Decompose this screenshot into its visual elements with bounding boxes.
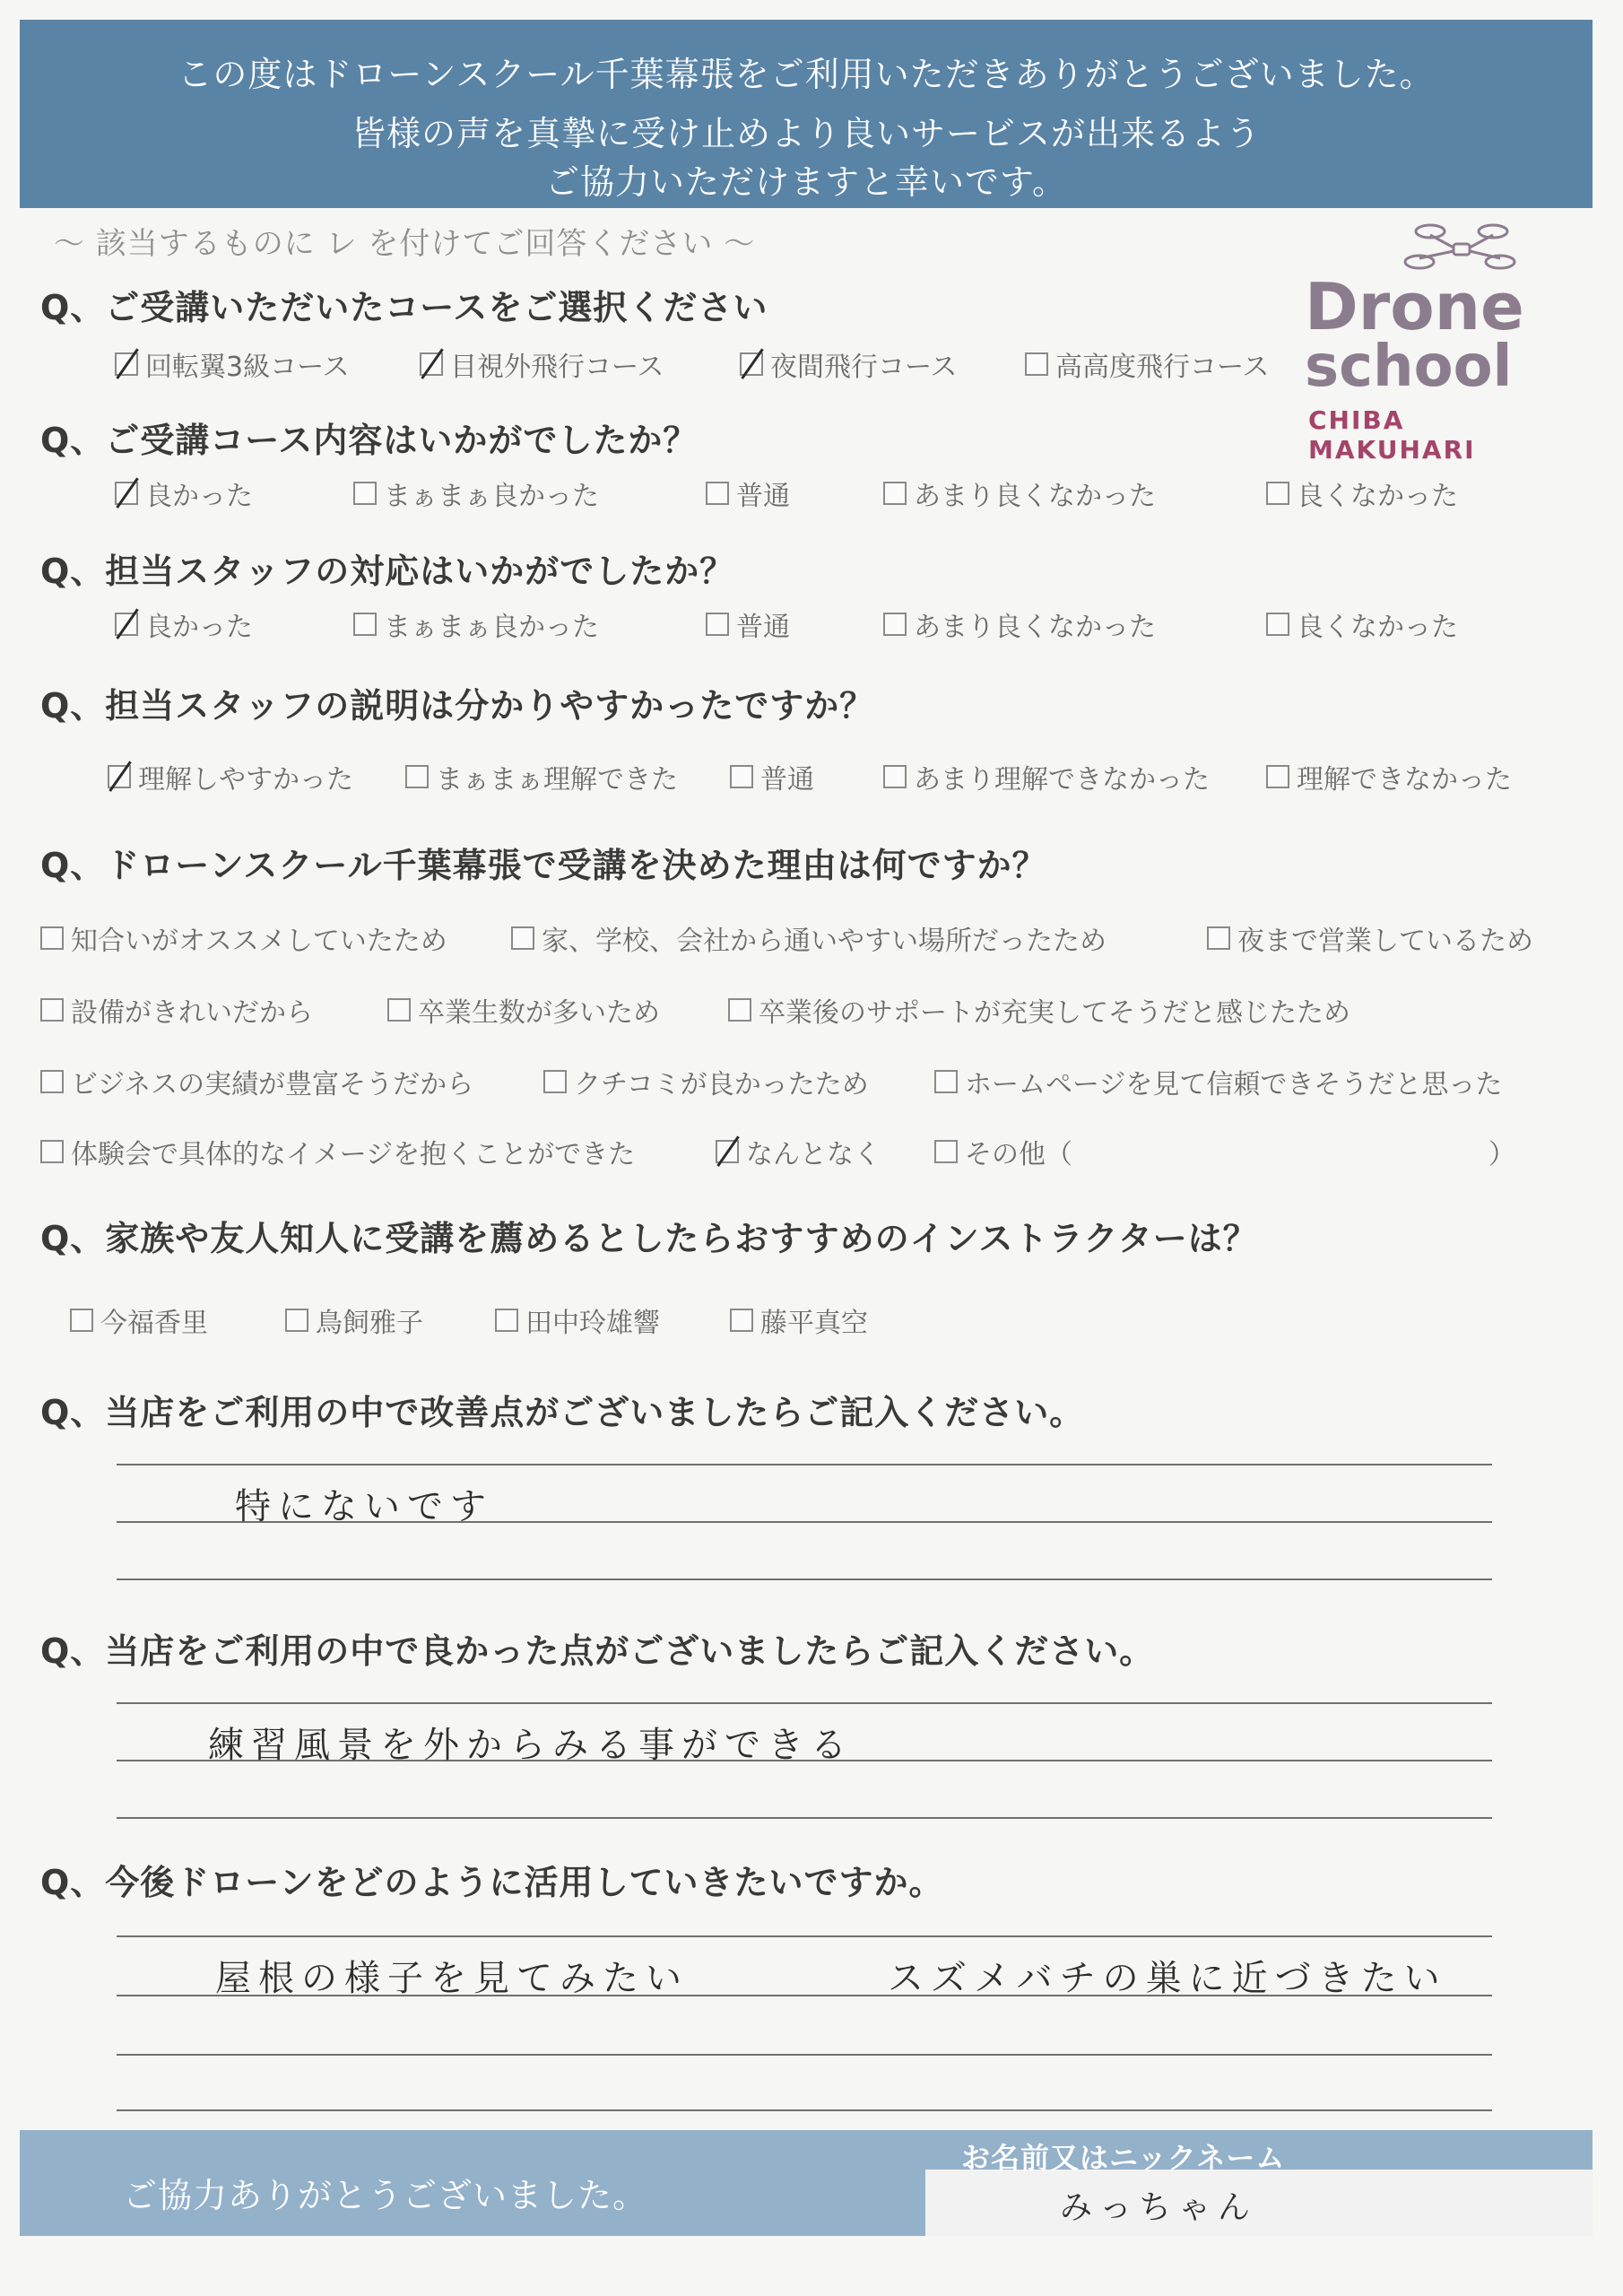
answer-line — [117, 1817, 1492, 1819]
q5-option-label: 体験会で具体的なイメージを抱くことができた — [71, 1139, 636, 1170]
q5-checkbox-0[interactable] — [40, 926, 64, 950]
q2-option[interactable] — [883, 474, 1156, 513]
q2-option-label: 良かった — [145, 481, 253, 512]
q2-option[interactable] — [115, 474, 253, 513]
q2-option-label: 良くなかった — [1297, 481, 1458, 512]
q2-option[interactable] — [353, 474, 599, 513]
q5-option-label: 夜まで営業しているため — [1237, 926, 1533, 957]
q4-checkbox-0[interactable] — [108, 765, 131, 788]
q5-option[interactable] — [728, 990, 1350, 1030]
q5-option-label: 知合いがオススメしていたため — [71, 926, 447, 957]
q6-checkbox-2[interactable] — [495, 1309, 518, 1332]
q5-option[interactable] — [511, 918, 1107, 958]
q6-option[interactable] — [730, 1300, 868, 1340]
q3-checkbox-1[interactable] — [353, 613, 377, 636]
q5-option[interactable] — [716, 1132, 881, 1171]
q5-checkbox-5[interactable] — [728, 998, 751, 1022]
q5-option[interactable] — [934, 1132, 1072, 1171]
q7-answer: 特にないです — [235, 1486, 493, 1527]
q1-checkbox-1[interactable] — [420, 352, 443, 376]
q2-option-label: まぁまぁ良かった — [384, 481, 599, 512]
q6-checkbox-0[interactable] — [70, 1309, 93, 1332]
q6-checkbox-1[interactable] — [285, 1309, 308, 1332]
header-line-1: この度はドローンスクール千葉幕張をご利用いただきありがとうございました。 — [178, 55, 1435, 94]
q3-checkbox-4[interactable] — [1266, 613, 1289, 636]
answer-line — [117, 2054, 1492, 2056]
logo-word-school: school — [1305, 334, 1513, 400]
question-6: Q、家族や友人知人に受講を薦めるとしたらおすすめのインストラクターは？ — [40, 1219, 1258, 1258]
answer-line — [117, 1935, 1492, 1937]
question-5: Q、ドローンスクール千葉幕張で受講を決めた理由は何ですか？ — [40, 846, 1047, 885]
q6-option-label: 鳥飼雅子 — [316, 1308, 423, 1339]
q9-answer-right: スズメバチの巣に近づきたい — [888, 1958, 1447, 1999]
q5-option[interactable] — [40, 1132, 635, 1171]
q2-option-label: 普通 — [736, 481, 790, 512]
q5-checkbox-9[interactable] — [40, 1140, 64, 1163]
footer-banner — [20, 2130, 1593, 2236]
q3-option[interactable] — [1266, 604, 1458, 644]
q6-option[interactable] — [70, 1300, 208, 1340]
name-label: お名前又はニックネーム — [961, 2141, 1286, 2175]
q1-option-label: 高高度飛行コース — [1055, 352, 1270, 383]
q1-option[interactable] — [115, 344, 350, 384]
q3-checkbox-0[interactable] — [115, 613, 138, 636]
q2-checkbox-1[interactable] — [353, 482, 377, 505]
q6-option-label: 田中玲雄響 — [525, 1308, 660, 1339]
header-line-2: 皆様の声を真摯に受け止めより良いサービスが出来るよう — [351, 114, 1261, 153]
answer-line — [117, 1578, 1492, 1580]
q6-option-label: 今福香里 — [100, 1308, 208, 1339]
logo-subtitle: CHIBA MAKUHARI — [1308, 405, 1476, 465]
name-value: みっちゃん — [1060, 2189, 1258, 2226]
q3-option[interactable] — [353, 604, 599, 644]
q4-checkbox-3[interactable] — [883, 765, 907, 788]
header-line-3: ご協力いただけますと幸いです。 — [545, 162, 1067, 202]
q2-checkbox-2[interactable] — [706, 482, 729, 505]
q5-checkbox-4[interactable] — [387, 998, 411, 1022]
q5-option-label: なんとなく — [746, 1139, 881, 1170]
q5-option[interactable] — [1207, 918, 1533, 958]
q5-option-label: 家、学校、会社から通いやすい場所だったため — [542, 926, 1107, 957]
q3-option-label: 普通 — [736, 612, 790, 643]
q3-checkbox-3[interactable] — [883, 613, 907, 636]
answer-line — [117, 1702, 1492, 1704]
question-8: Q、当店をご利用の中で良かった点がございましたらご記入ください。 — [40, 1631, 1155, 1671]
q3-option-label: 良くなかった — [1297, 612, 1458, 643]
q2-checkbox-0[interactable] — [115, 482, 138, 505]
q3-checkbox-2[interactable] — [706, 613, 729, 636]
q4-option-label: あまり理解できなかった — [914, 764, 1210, 796]
q1-option[interactable] — [420, 344, 664, 384]
q3-option-label: あまり良くなかった — [914, 612, 1156, 643]
q4-option[interactable] — [730, 757, 814, 796]
instruction-text: ～ 該当するものに レ を付けてご回答ください ～ — [54, 226, 756, 262]
q3-option[interactable] — [706, 604, 790, 644]
q2-checkbox-3[interactable] — [883, 482, 907, 505]
q5-checkbox-6[interactable] — [40, 1070, 64, 1093]
q6-option[interactable] — [495, 1300, 660, 1340]
logo-word-drone: Drone — [1305, 269, 1524, 344]
q5-checkbox-10[interactable] — [716, 1140, 739, 1163]
question-3: Q、担当スタッフの対応はいかがでしたか？ — [40, 552, 735, 591]
q5-option-label: その他（ — [965, 1139, 1072, 1170]
q9-answer-left: 屋根の様子を見てみたい — [215, 1958, 689, 1999]
q5-other-close: ） — [1488, 1139, 1515, 1170]
q2-option[interactable] — [706, 474, 790, 513]
drone-school-logo — [1305, 215, 1574, 465]
q5-option[interactable] — [387, 990, 660, 1030]
q1-option[interactable] — [1025, 344, 1270, 384]
q5-option[interactable] — [40, 918, 447, 958]
q1-option-label: 夜間飛行コース — [770, 352, 958, 383]
q2-option[interactable] — [1266, 474, 1458, 513]
question-2: Q、ご受講コース内容はいかがでしたか？ — [40, 421, 699, 460]
q1-option-label: 回転翼3級コース — [145, 352, 350, 383]
q4-option[interactable] — [405, 757, 678, 796]
q3-option[interactable] — [883, 604, 1156, 644]
q5-checkbox-11[interactable] — [934, 1140, 958, 1163]
q1-checkbox-0[interactable] — [115, 352, 138, 376]
q3-option[interactable] — [115, 604, 253, 644]
q5-option[interactable] — [543, 1062, 869, 1101]
question-7: Q、当店をご利用の中で改善点がございましたらご記入ください。 — [40, 1393, 1085, 1432]
q4-checkbox-1[interactable] — [405, 765, 429, 788]
name-field[interactable] — [925, 2130, 1593, 2236]
q3-option-label: まぁまぁ良かった — [384, 612, 599, 643]
q5-option-label: クチコミが良かったため — [574, 1069, 869, 1100]
question-9: Q、今後ドローンをどのように活用していきたいですか。 — [40, 1863, 944, 1902]
q5-option-label: 卒業生数が多いため — [418, 997, 660, 1029]
q1-checkbox-3[interactable] — [1025, 352, 1048, 376]
q5-checkbox-8[interactable] — [934, 1070, 958, 1093]
q6-checkbox-3[interactable] — [730, 1309, 753, 1332]
q4-option[interactable] — [108, 757, 353, 796]
q1-option[interactable] — [740, 344, 958, 384]
q6-option-label: 藤平真空 — [760, 1308, 868, 1339]
q6-option[interactable] — [285, 1300, 423, 1340]
q5-checkbox-1[interactable] — [511, 926, 534, 950]
q5-option[interactable] — [934, 1062, 1502, 1101]
question-4: Q、担当スタッフの説明は分かりやすかったですか？ — [40, 686, 875, 726]
answer-line — [117, 1464, 1492, 1465]
q4-option-label: まぁまぁ理解できた — [436, 764, 678, 796]
q2-option-label: あまり良くなかった — [914, 481, 1156, 512]
q5-option-label: ホームページを見て信頼できそうだと思った — [965, 1069, 1503, 1100]
q1-checkbox-2[interactable] — [740, 352, 763, 376]
q4-option[interactable] — [883, 757, 1210, 796]
q8-answer: 練習風景を外からみる事ができる — [208, 1725, 854, 1766]
q5-option-label: ビジネスの実績が豊富そうだから — [71, 1069, 474, 1100]
answer-line — [117, 2109, 1492, 2111]
q3-option-label: 良かった — [145, 612, 253, 643]
q5-option-label: 卒業後のサポートが充実してそうだと感じたため — [759, 997, 1350, 1029]
q4-option-label: 理解しやすかった — [138, 764, 353, 796]
q5-checkbox-2[interactable] — [1207, 926, 1230, 950]
q2-checkbox-4[interactable] — [1266, 482, 1289, 505]
question-1: Q、ご受講いただいたコースをご選択ください — [40, 288, 768, 327]
q5-checkbox-3[interactable] — [40, 998, 64, 1022]
footer-thanks: ご協力ありがとうございました。 — [123, 2176, 648, 2215]
q4-option[interactable] — [1266, 757, 1512, 796]
q4-option-label: 普通 — [760, 764, 814, 796]
q5-option[interactable] — [40, 990, 313, 1030]
q5-option-label: 設備がきれいだから — [71, 997, 313, 1029]
q4-checkbox-4[interactable] — [1266, 765, 1289, 788]
q4-option-label: 理解できなかった — [1297, 764, 1512, 796]
q5-option[interactable] — [40, 1062, 473, 1101]
header-banner — [20, 20, 1593, 208]
q5-checkbox-7[interactable] — [543, 1070, 567, 1093]
q4-checkbox-2[interactable] — [730, 765, 753, 788]
q1-option-label: 目視外飛行コース — [450, 352, 664, 383]
